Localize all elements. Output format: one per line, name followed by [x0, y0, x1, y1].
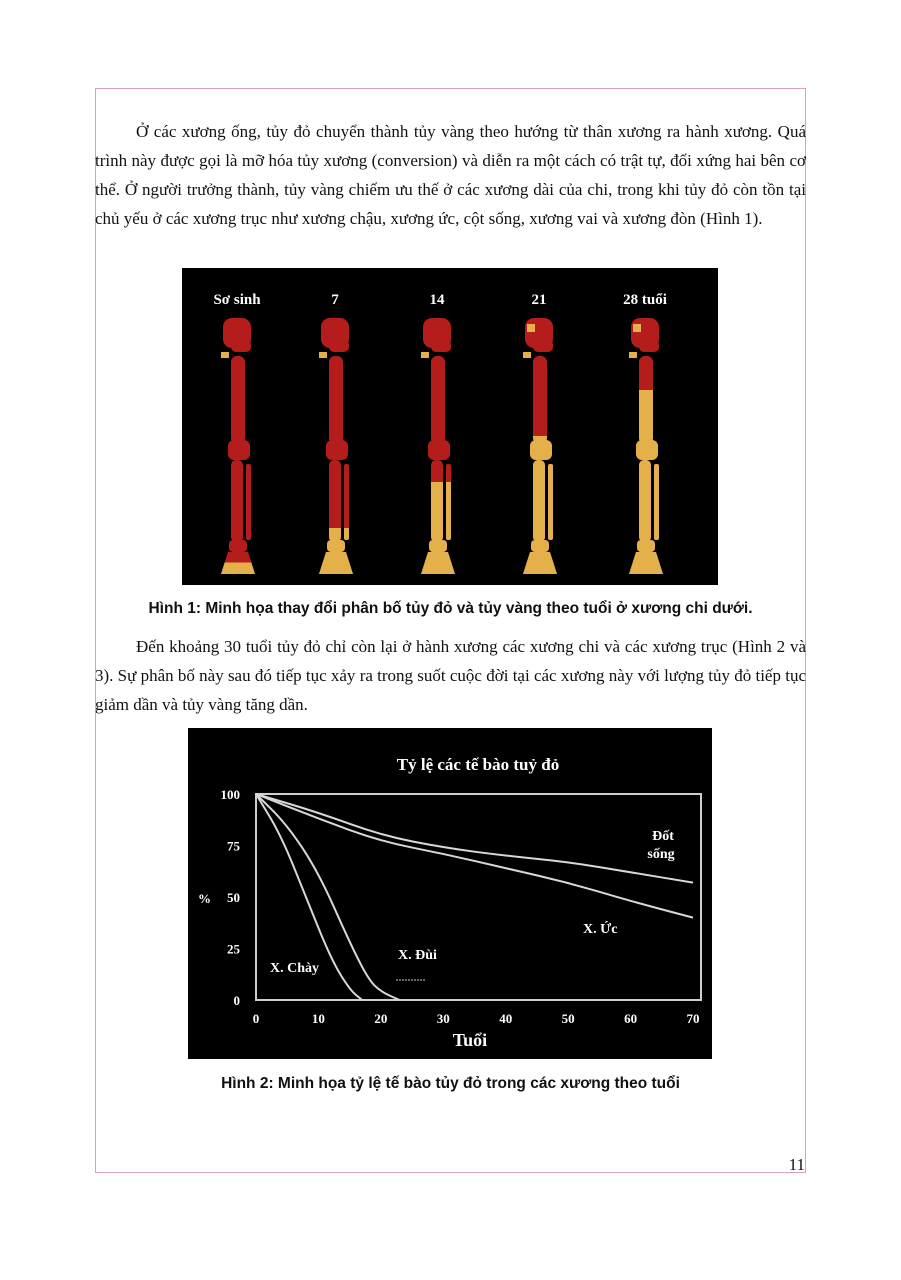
- x-tick-30: 30: [436, 1011, 450, 1026]
- yellow-spot: [523, 352, 531, 358]
- leg-bone-3: [523, 292, 557, 574]
- y-axis-label: %: [198, 891, 211, 906]
- page-number: 11: [788, 1155, 805, 1174]
- figure-2-caption: Hình 2: Minh họa tỷ lệ tế bào tủy đỏ trong các xương theo tuổi: [221, 1075, 680, 1092]
- yellow-spot: [319, 352, 327, 358]
- series-line-1: [256, 794, 693, 918]
- x-tick-10: 10: [311, 1011, 325, 1026]
- x-tick-20: 20: [374, 1011, 388, 1026]
- x-tick-70: 70: [686, 1011, 700, 1026]
- red-marrow-chart-svg: [188, 728, 712, 1059]
- series-label-dot-song-line-1: Đốt: [652, 829, 674, 844]
- series-label-x-dui: X. Đùi: [398, 948, 437, 963]
- yellow-spot: [629, 352, 637, 358]
- age-label: 7: [331, 292, 339, 308]
- yellow-spot: [633, 324, 641, 332]
- y-tick-100: 100: [220, 787, 240, 802]
- figure-1-bone-marrow-illustration: [182, 268, 718, 585]
- yellow-spot: [527, 324, 535, 332]
- plot-frame: [256, 794, 701, 1000]
- leg-bone-4: [623, 292, 667, 574]
- series-lines: [256, 794, 693, 1000]
- figure-2-chart: [188, 728, 712, 1059]
- series-label-dot-song-line-2: sống: [647, 847, 675, 862]
- y-tick-0: 0: [233, 993, 240, 1008]
- x-tick-50: 50: [561, 1011, 575, 1026]
- age-label: Sơ sinh: [213, 292, 261, 308]
- series-label-x-uc: X. Ức: [583, 922, 618, 937]
- age-label: 21: [531, 292, 547, 308]
- y-tick-labels: [221, 787, 241, 1008]
- yellow-spot: [221, 352, 229, 358]
- age-label: 28 tuổi: [623, 292, 667, 308]
- yellow-spot: [421, 352, 429, 358]
- y-tick-50: 50: [227, 890, 240, 905]
- paragraph-2: Đến khoảng 30 tuổi tủy đỏ chỉ còn lại ở hành xương các xương chi và các xương trục (Hình 2 và 3). Sự phân bố này sau đó tiếp tục xảy ra trong suốt cuộc đời tại các xương này với lượng tủy đỏ tiếp tục giảm dần và tủy vàng tăng dần.: [95, 637, 806, 714]
- leg-bone-1: [319, 292, 353, 574]
- chart-title: Tỷ lệ các tế bào tuỷ đỏ: [396, 755, 560, 774]
- leg-bone-2: [421, 292, 455, 574]
- x-tick-40: 40: [499, 1011, 513, 1026]
- figure-1-caption: Hình 1: Minh họa thay đổi phân bố tủy đỏ và tủy vàng theo tuổi ở xương chi dưới.: [148, 600, 753, 617]
- leg-bone-0: [213, 292, 261, 574]
- x-tick-60: 60: [624, 1011, 638, 1026]
- y-tick-25: 25: [227, 941, 240, 957]
- x-tick-labels: [253, 1011, 700, 1026]
- x-axis-label: Tuổi: [452, 1030, 488, 1050]
- age-label: 14: [429, 292, 445, 308]
- paragraph-1: Ở các xương ống, tủy đỏ chuyển thành tủy vàng theo hướng từ thân xương ra hành xương. Quá trình này được gọi là mỡ hóa tủy xương (conversion) và diễn ra một cách có trật tự, đối xứng hai bên cơ thể. Ở người trưởng thành, tủy vàng chiếm ưu thế ở các xương dài của chi, trong khi tủy đỏ còn tồn tại chủ yếu ở các xương trục như xương chậu, xương ức, cột sống, xương vai và xương đòn (Hình 1).: [95, 122, 806, 228]
- series-label-x-chay: X. Chày: [270, 961, 320, 976]
- series-line-0: [256, 794, 693, 883]
- leg-bones-svg: [182, 268, 718, 585]
- x-tick-0: 0: [252, 1011, 260, 1026]
- y-tick-75: 75: [227, 838, 240, 854]
